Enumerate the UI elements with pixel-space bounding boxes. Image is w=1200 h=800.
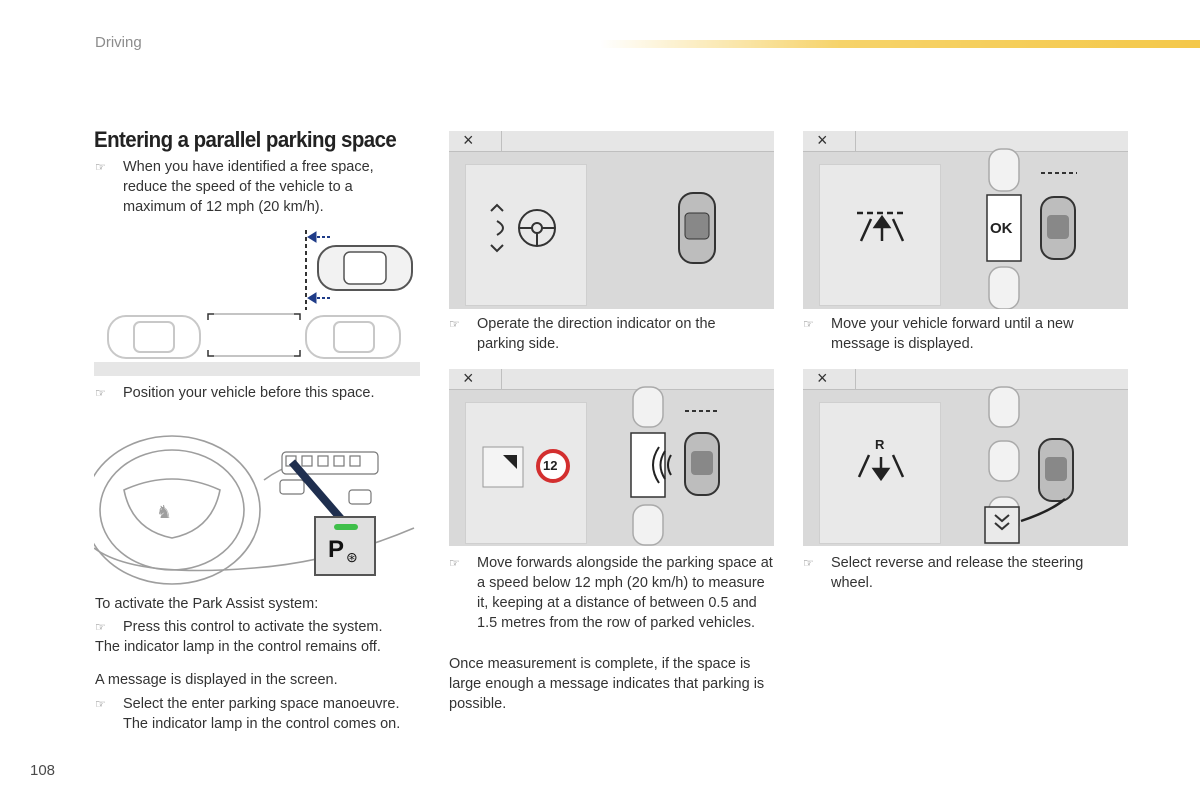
indicator-lamp	[334, 524, 358, 530]
panel-4-graphic	[803, 369, 1128, 546]
instruction-text: Move your vehicle forward until a new message is displayed.	[831, 316, 1074, 352]
parked-car-left	[108, 316, 200, 358]
instruction-text: Select reverse and release the steering wheel.	[831, 555, 1084, 591]
forward-arrow-icon	[857, 213, 905, 241]
parked-car-right	[306, 316, 400, 358]
instruction-bullet	[95, 383, 415, 403]
instruction-bullet	[95, 617, 425, 637]
panel-1-graphic	[449, 131, 774, 309]
bullet-icon: ☞	[95, 160, 106, 174]
close-icon[interactable]: ×	[463, 131, 474, 150]
close-icon[interactable]: ×	[817, 369, 828, 388]
kerb	[94, 362, 420, 376]
reverse-label: R	[875, 437, 885, 452]
instruction-bullet	[803, 314, 1103, 354]
screen-panel-forward	[803, 131, 1128, 309]
instruction-bullet	[95, 694, 425, 734]
instruction-text: Press this control to activate the system.	[123, 619, 383, 635]
activate-intro: To activate the Park Assist system:	[95, 596, 319, 612]
instruction-bullet	[449, 553, 779, 633]
reverse-arrow-icon	[859, 455, 903, 479]
instruction-text: Position your vehicle before this space.	[123, 385, 375, 401]
steering-wheel-icon: ⊛	[346, 549, 358, 565]
instruction-text: Select the enter parking space manoeuvre. The indicator lamp in the control comes on.	[123, 696, 401, 732]
park-assist-button[interactable]	[314, 516, 376, 576]
screen-panel-indicator	[449, 131, 774, 309]
brand-logo: ♞	[156, 502, 173, 522]
close-icon[interactable]: ×	[817, 131, 828, 150]
header-accent-bar	[600, 40, 1200, 48]
vehicle-icon	[685, 433, 719, 495]
close-icon[interactable]: ×	[463, 369, 474, 388]
instruction-bullet	[95, 157, 415, 217]
section-label: Driving	[95, 34, 142, 51]
instruction-text: Move forwards alongside the parking space at a speed below 12 mph (20 km/h) to measure it, keeping at a distance of between 0.5 and 1.5 metres from the row of parked vehicles.	[477, 555, 773, 631]
bullet-icon: ☞	[803, 317, 814, 331]
bullet-icon: ☞	[95, 620, 106, 634]
measurement-complete-text: Once measurement is complete, if the space is large enough a message indicates that parking is possible.	[449, 656, 765, 712]
vehicle-icon	[1039, 439, 1073, 501]
page-number: 108	[30, 762, 56, 779]
bullet-icon: ☞	[449, 556, 460, 570]
parking-diagram	[94, 228, 420, 378]
speed-limit-label: 12	[543, 458, 558, 473]
connector-line	[1021, 499, 1065, 521]
lamp-off-text: The indicator lamp in the control remains off.	[95, 639, 381, 655]
moving-car	[318, 246, 412, 290]
instruction-text: Operate the direction indicator on the parking side.	[477, 316, 716, 352]
message-text: A message is displayed in the screen.	[95, 672, 338, 688]
screen-panel-reverse	[803, 369, 1128, 546]
bullet-icon: ☞	[449, 317, 460, 331]
screen-panel-measure	[449, 369, 774, 546]
panel-3-graphic	[449, 369, 774, 546]
instruction-bullet	[449, 314, 749, 354]
panel-2-graphic	[803, 131, 1128, 309]
ok-label: OK	[990, 220, 1013, 237]
vehicle-icon	[679, 193, 715, 263]
park-assist-label: P	[328, 536, 345, 563]
bullet-icon: ☞	[803, 556, 814, 570]
instruction-text: When you have identified a free space, reduce the speed of the vehicle to a maximum of 12 mph (20 km/h).	[123, 159, 374, 215]
gear-selector-icon[interactable]	[985, 507, 1019, 543]
page-title: Entering a parallel parking space	[94, 127, 397, 152]
vehicle-icon	[1041, 197, 1075, 259]
bullet-icon: ☞	[95, 697, 106, 711]
free-space-marker	[208, 314, 300, 356]
steering-wheel-icon	[491, 205, 555, 251]
bullet-icon: ☞	[95, 386, 106, 400]
measure-icon	[483, 447, 523, 487]
instruction-bullet	[803, 553, 1113, 593]
